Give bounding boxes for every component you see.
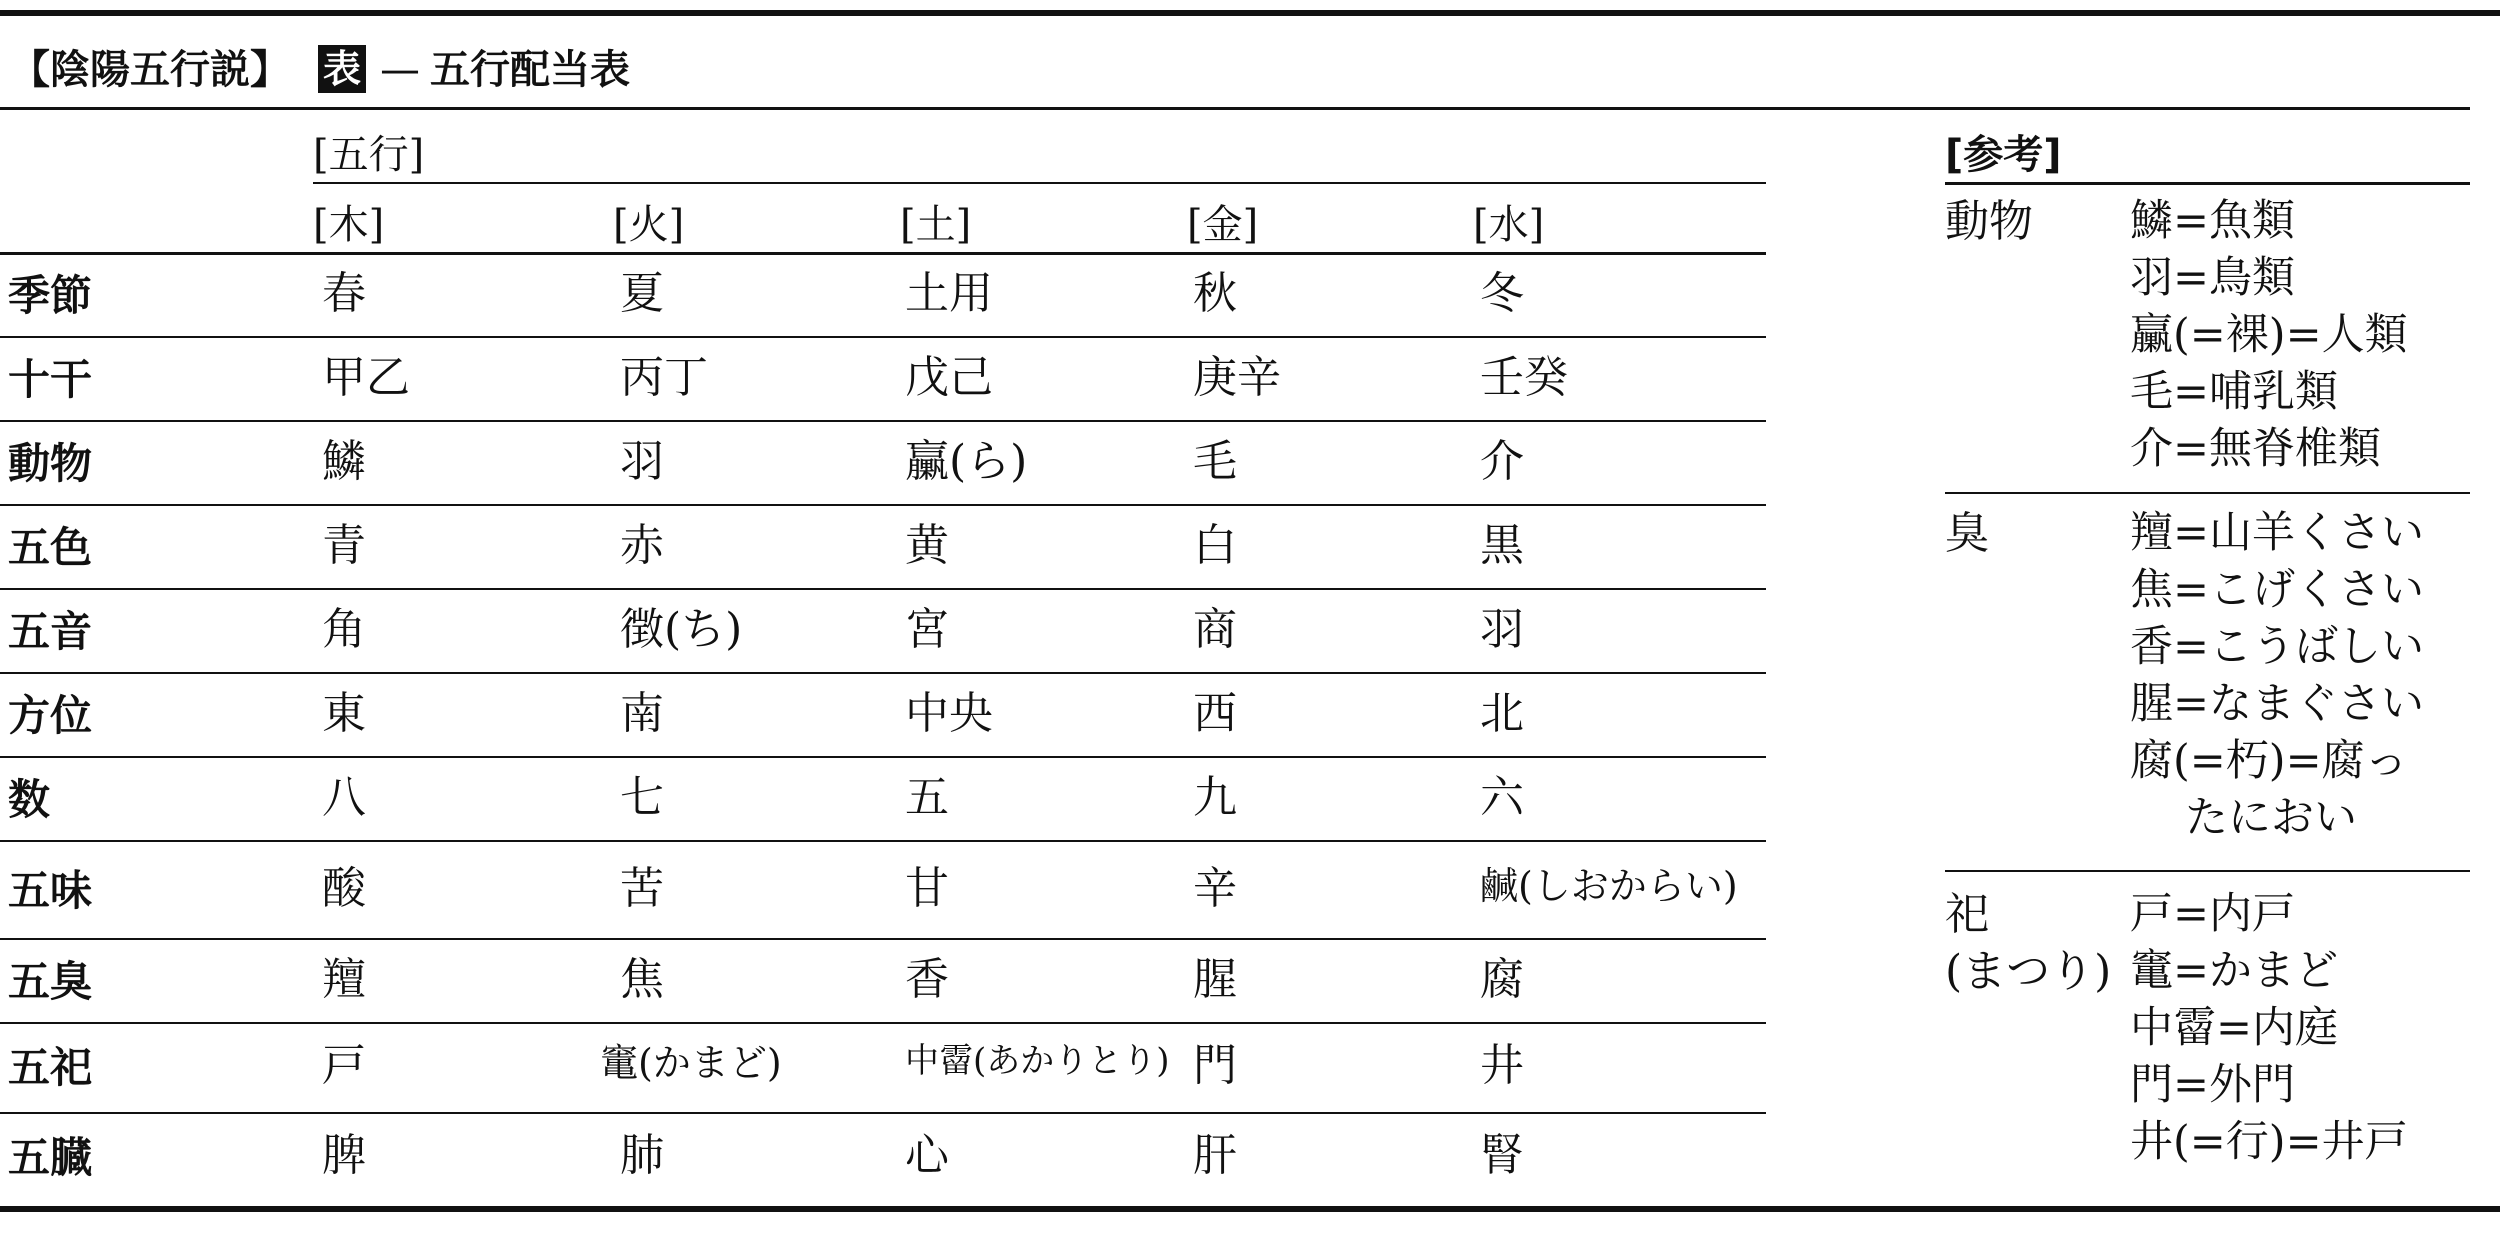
table-cell: 青 (322, 520, 366, 571)
row-rule (0, 336, 1766, 338)
row-label-five-organs: 五臓 (8, 1133, 93, 1182)
caption-underline (0, 107, 2470, 110)
reference-title: [参考] (1945, 132, 2062, 178)
table-cell: 香 (905, 954, 949, 1005)
table-cell: 戊己 (905, 352, 993, 403)
table-cell: 徴(ち) (620, 604, 743, 655)
table-cell: 宮 (905, 604, 949, 655)
table-cell: 介 (1480, 436, 1524, 487)
row-label-five-rites: 五祀 (8, 1043, 93, 1092)
table-cell: 南 (620, 688, 664, 739)
reference-item: 焦=こげくさい (2130, 565, 2425, 615)
reference-item: 門=外門 (2130, 1060, 2296, 1110)
reference-category-rites-reading: (まつり) (1945, 946, 2112, 997)
reference-item: 鱗=魚類 (2130, 196, 2296, 246)
row-label-five-colors: 五色 (8, 523, 93, 572)
row-label-five-tones: 五音 (8, 607, 93, 656)
table-cell: 秋 (1193, 268, 1237, 319)
row-rule (0, 938, 1766, 940)
row-rule (0, 504, 1766, 506)
table-cell: 羶 (322, 954, 366, 1005)
table-cell: 甘 (905, 863, 949, 914)
header-rule (0, 252, 1766, 255)
row-label-animals: 動物 (8, 439, 93, 488)
header-fire: [火] (613, 202, 685, 248)
table-cell: 黒 (1480, 520, 1524, 571)
table-cell: 酸 (322, 863, 366, 914)
table-cell: 黄 (905, 520, 949, 571)
table-cell: 七 (620, 772, 664, 823)
table-cell: 鹹(しおからい) (1480, 864, 1738, 908)
bottom-rule (0, 1206, 2500, 1212)
header-earth: [土] (900, 202, 972, 248)
table-cell: 臝(ら) (905, 436, 1028, 487)
table-cell: 壬癸 (1480, 352, 1568, 403)
reference-section-rule (1945, 492, 2470, 494)
table-cell: 焦 (620, 954, 664, 1005)
table-cell: 腐 (1480, 954, 1524, 1005)
table-cell: 心 (905, 1130, 949, 1181)
header-wood: [木] (313, 202, 385, 248)
table-cell: 竃(かまど) (600, 1041, 782, 1085)
table-cell: 冬 (1480, 268, 1524, 319)
header-group-label: [五行] (313, 132, 425, 178)
table-cell: 東 (322, 688, 366, 739)
header-water: [水] (1473, 202, 1545, 248)
table-cell: 毛 (1193, 436, 1237, 487)
table-cell: 西 (1193, 688, 1237, 739)
table-cell: 腎 (1480, 1130, 1524, 1181)
table-cell: 辛 (1193, 863, 1237, 914)
row-rule (0, 1022, 1766, 1024)
reference-category-animals: 動物 (1945, 196, 2033, 247)
reference-item: 戸=内戸 (2130, 889, 2296, 939)
header-metal: [金] (1187, 202, 1259, 248)
table-cell: 羽 (1480, 604, 1524, 655)
reference-section-rule (1945, 870, 2470, 872)
row-label-directions: 方位 (8, 691, 93, 740)
table-cell: 夏 (620, 268, 664, 319)
table-cell: 五 (905, 772, 949, 823)
table-cell: 北 (1480, 688, 1524, 739)
reference-item: 毛=哺乳類 (2130, 367, 2339, 417)
table-cell: 鱗 (322, 436, 366, 487)
reference-category-rites: 祀 (1945, 889, 1989, 940)
table-cell: 門 (1193, 1040, 1237, 1091)
reference-item: 腐(=朽)=腐っ (2130, 736, 2408, 786)
table-cell: 商 (1193, 604, 1237, 655)
caption-dash: — (380, 47, 420, 93)
reference-item: 臝(=裸)=人類 (2130, 310, 2408, 360)
row-rule (0, 420, 1766, 422)
table-cell: 白 (1193, 520, 1237, 571)
row-rule (0, 756, 1766, 758)
row-label-numbers: 数 (8, 775, 51, 824)
table-cell: 九 (1193, 772, 1237, 823)
reference-item: 井(=行)=井戸 (2130, 1117, 2408, 1167)
table-cell: 羽 (620, 436, 664, 487)
reference-item: 中霤=内庭 (2130, 1003, 2339, 1053)
table-cell: 赤 (620, 520, 664, 571)
reference-item: 介=無脊椎類 (2130, 424, 2382, 474)
table-cell: 中霤(あかりとり) (905, 1041, 1170, 1081)
reference-category-odor: 臭 (1945, 508, 1989, 559)
row-label-five-tastes: 五味 (8, 866, 93, 915)
row-rule (0, 1112, 1766, 1114)
table-cell: 庚辛 (1193, 352, 1281, 403)
row-rule (0, 588, 1766, 590)
header-group-rule (313, 182, 1766, 184)
table-cell: 春 (322, 268, 366, 319)
reference-item: 竃=かまど (2130, 946, 2339, 996)
row-rule (0, 672, 1766, 674)
table-cell: 脾 (322, 1130, 366, 1181)
reference-title-rule (1945, 182, 2470, 185)
table-cell: 丙丁 (620, 352, 708, 403)
table-cell: 八 (322, 772, 366, 823)
table-cell: 角 (322, 604, 366, 655)
table-cell: 苦 (620, 863, 664, 914)
table-cell: 中央 (905, 688, 993, 739)
reference-item: たにおい (2185, 793, 2357, 843)
row-label-season: 季節 (8, 271, 93, 320)
table-cell: 六 (1480, 772, 1524, 823)
table-cell: 腥 (1193, 954, 1237, 1005)
reference-item: 羶=山羊くさい (2130, 508, 2425, 558)
caption-box-label: 表 (318, 45, 366, 93)
table-cell: 肝 (1193, 1130, 1237, 1181)
table-cell: 肺 (620, 1130, 664, 1181)
table-cell: 井 (1480, 1040, 1524, 1091)
caption-title: 五行配当表 (430, 47, 630, 93)
row-label-five-odors: 五臭 (8, 957, 93, 1006)
caption-left: 【陰陽五行説】 (10, 47, 290, 93)
row-rule (0, 840, 1766, 842)
reference-item: 香=こうばしい (2130, 622, 2425, 672)
top-rule (0, 10, 2500, 16)
table-cell: 土用 (905, 268, 993, 319)
row-label-heavenly-stems: 十干 (8, 355, 93, 404)
reference-item: 羽=鳥類 (2130, 253, 2296, 303)
table-cell: 戸 (322, 1040, 366, 1091)
reference-item: 腥=なまぐさい (2130, 679, 2425, 729)
table-cell: 甲乙 (322, 352, 410, 403)
